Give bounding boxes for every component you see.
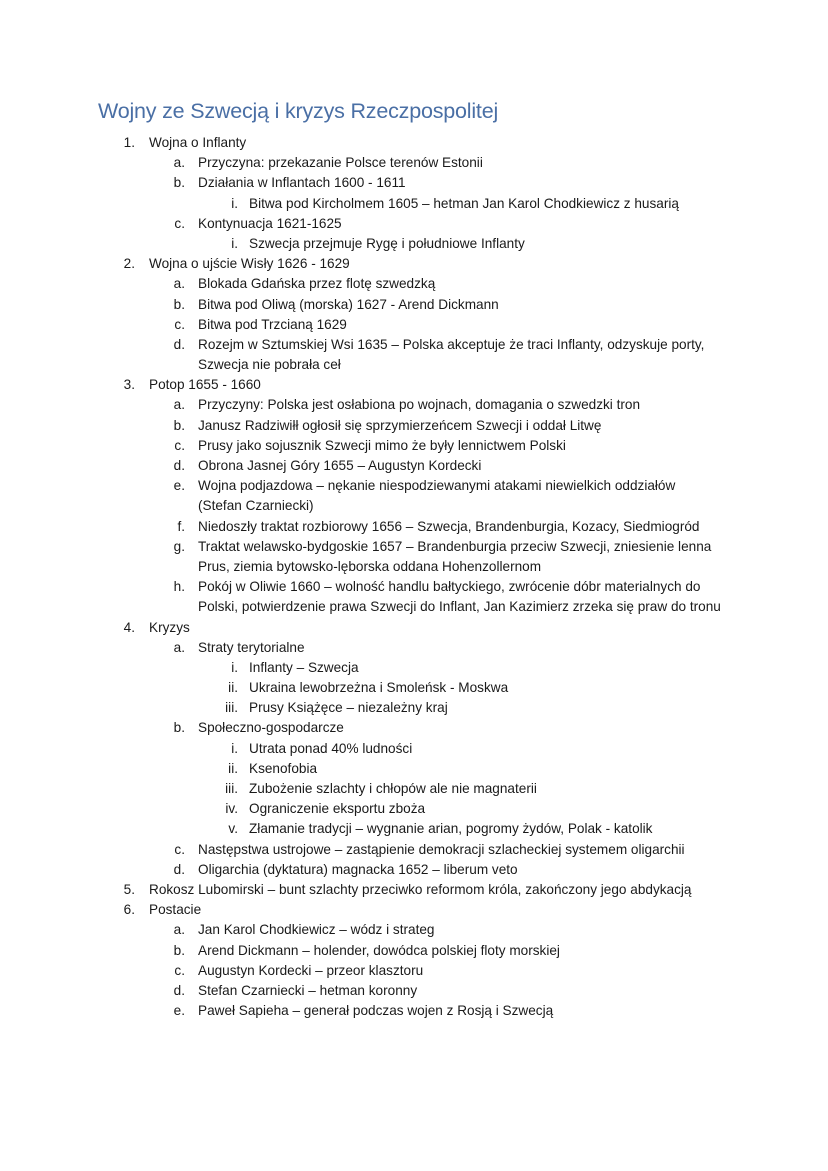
list-item-text: (Stefan Czarniecki) [198,498,314,514]
list-item-text: Społeczno-gospodarcze [198,720,344,736]
list-item-text: Augustyn Kordecki – przeor klasztoru [198,962,424,978]
outline-item-level-3 [0,819,828,839]
outline-item-level-3 [0,739,828,759]
outline-item-level-3 [0,234,828,254]
list-item-text: Bitwa pod Oliwą (morska) 1627 - Arend Dickmann [198,296,499,312]
list-marker: d. [173,336,185,352]
list-item-text: Polski, potwierdzenie prawa Szwecji do Inflant, Jan Kazimierz zrzeka się praw do tronu [198,599,721,615]
list-item-text: Działania w Inflantach 1600 - 1611 [198,175,406,191]
list-item-text: Rokosz Lubomirski – bunt szlachty przeciwko reformom króla, zakończony jego abdykacją [149,881,692,897]
list-item-text: Ksenofobia [249,760,318,776]
outline-item-level-2 [0,476,828,496]
list-item-text: Postacie [149,902,202,918]
outline-item-level-2 [0,496,828,516]
list-item-text: Niedoszły traktat rozbiorowy 1656 – Szwecja, Brandenburgia, Kozacy, Siedmiogród [198,518,700,534]
outline-item-level-1 [0,880,828,900]
list-marker: 1. [123,135,135,150]
outline-item-level-2 [0,295,828,315]
outline-item-level-2 [0,537,828,557]
list-item-text: Szwecja przejmuje Rygę i południowe Inflanty [249,235,525,251]
outline-item-level-1 [0,133,828,153]
list-marker: i. [231,740,238,756]
outline-item-level-2 [0,638,828,658]
list-marker: a. [173,922,185,938]
list-marker: 6. [123,902,135,918]
outline-item-level-1 [0,375,828,395]
list-marker: a. [173,639,185,655]
list-item-text: Arend Dickmann – holender, dowódca polskiej floty morskiej [198,942,560,958]
list-item-text: Wojna o Inflanty [149,135,247,150]
list-item-text: Straty terytorialne [198,639,305,655]
outline-item-level-1 [0,618,828,638]
list-marker: d. [173,982,185,998]
list-item-text: Pokój w Oliwie 1660 – wolność handlu bałtyckiego, zwrócenie dóbr materialnych do [198,579,701,595]
outline-item-level-2 [0,860,828,880]
list-marker: 2. [123,256,135,272]
list-marker: g. [173,538,185,554]
list-marker: e. [173,478,185,494]
list-marker: c. [174,316,185,332]
list-item-text: Ograniczenie eksportu zboża [249,801,426,817]
list-marker: d. [173,458,185,473]
outline-item-level-2 [0,436,828,456]
list-marker: c. [174,962,185,978]
list-marker: h. [173,579,185,595]
outline-item-level-2 [0,214,828,234]
list-marker: c. [174,215,185,231]
outline-item-level-2 [0,981,828,1001]
list-marker: 5. [123,881,135,897]
outline-item-level-2 [0,557,828,577]
list-marker: c. [174,841,185,857]
outline-item-level-2 [0,456,828,476]
list-marker: b. [173,942,185,958]
list-marker: a. [173,276,185,292]
list-marker: b. [173,296,185,312]
list-item-text: Szwecja nie pobrała ceł [198,357,341,373]
outline-item-level-3 [0,194,828,214]
outline-item-level-3 [0,759,828,779]
list-marker: b. [173,175,185,191]
list-marker: i. [231,195,238,211]
list-marker: iv. [225,801,238,817]
list-item-text: Złamanie tradycji – wygnanie arian, pogromy żydów, Polak - katolik [249,821,653,837]
list-item-text: Bitwa pod Trzcianą 1629 [198,316,347,332]
outline-item-level-3 [0,779,828,799]
list-marker: e. [173,1003,185,1019]
list-item-text: Utrata ponad 40% ludności [249,740,413,756]
outline-item-level-2 [0,941,828,961]
list-marker: ii. [228,680,238,696]
list-marker: iii. [225,700,238,716]
list-marker: a. [173,397,185,413]
outline-item-level-3 [0,678,828,698]
list-marker: ii. [228,760,238,776]
list-item-text: Jan Karol Chodkiewicz – wódz i strateg [198,922,435,938]
document-title: Wojny ze Szwecją i kryzys Rzeczpospolitej [98,99,499,123]
list-item-text: Rozejm w Sztumskiej Wsi 1635 – Polska akceptuje że traci Inflanty, odzyskuje porty, [198,336,705,352]
list-item-text: Janusz Radziwiłł ogłosił się sprzymierzeńcem Szwecji i oddał Litwę [198,417,602,433]
outline-item-level-2 [0,416,828,436]
list-item-text: Prusy Książęce – niezależny kraj [249,700,448,716]
outline-item-level-2 [0,718,828,738]
list-item-text: Kontynuacja 1621-1625 [198,215,342,231]
list-item-text: Ukraina lewobrzeżna i Smoleńsk - Moskwa [249,680,509,696]
outline-item-level-3 [0,658,828,678]
list-item-text: Przyczyna: przekazanie Polsce terenów Estonii [198,155,483,171]
outline-item-level-2 [0,173,828,193]
list-item-text: Stefan Czarniecki – hetman koronny [198,982,418,998]
list-item-text: Inflanty – Szwecja [249,659,359,675]
outline-item-level-3 [0,698,828,718]
list-item-text: Prus, ziemia bytowsko-lęborska oddana Hohenzollernom [198,558,542,574]
outline-item-level-1 [0,254,828,274]
list-item-text: Wojna podjazdowa – nękanie niespodziewanymi atakami niewielkich oddziałów [198,478,676,494]
list-item-text: Prusy jako sojusznik Szwecji mimo że były lennictwem Polski [198,437,566,453]
outline-item-level-2 [0,920,828,940]
outline-item-level-2 [0,1001,828,1021]
outline-list [0,133,828,1021]
list-item-text: Bitwa pod Kircholmem 1605 – hetman Jan Karol Chodkiewicz z husarią [249,195,679,211]
list-marker: iii. [225,781,238,796]
list-marker: b. [173,720,185,736]
outline-item-level-2 [0,961,828,981]
list-item-text: Oligarchia (dyktatura) magnacka 1652 – liberum veto [198,861,518,877]
list-item-text: Obrona Jasnej Góry 1655 – Augustyn Kordecki [198,458,482,473]
list-item-text: Paweł Sapieha – generał podczas wojen z Rosją i Szwecją [198,1003,554,1019]
outline-item-level-1 [0,900,828,920]
list-item-text: Blokada Gdańska przez flotę szwedzką [198,276,436,292]
list-item-text: Wojna o ujście Wisły 1626 - 1629 [149,256,350,272]
outline-item-level-2 [0,274,828,294]
outline-item-level-2 [0,335,828,355]
outline-item-level-2 [0,577,828,597]
list-item-text: Kryzys [149,619,190,635]
list-item-text: Traktat welawsko-bydgoskie 1657 – Brandenburgia przeciw Szwecji, zniesienie lenna [198,538,712,554]
list-marker: i. [231,235,238,251]
outline-item-level-2 [0,840,828,860]
list-item-text: Następstwa ustrojowe – zastąpienie demokracji szlacheckiej systemem oligarchii [198,841,685,857]
outline-item-level-2 [0,153,828,173]
outline-item-level-3 [0,799,828,819]
list-marker: 4. [123,619,135,635]
list-item-text: Przyczyny: Polska jest osłabiona po wojnach, domagania o szwedzki tron [198,397,641,413]
outline-item-level-2 [0,597,828,617]
list-marker: 3. [123,377,135,393]
list-marker: f. [177,518,185,534]
list-marker: b. [173,417,185,433]
list-marker: c. [174,437,185,453]
list-marker: d. [173,861,185,877]
list-item-text: Potop 1655 - 1660 [149,377,261,393]
outline-item-level-2 [0,517,828,537]
list-item-text: Zubożenie szlachty i chłopów ale nie magnaterii [249,781,537,796]
outline-item-level-2 [0,355,828,375]
outline-item-level-2 [0,315,828,335]
list-marker: v. [228,821,238,837]
list-marker: a. [173,155,185,171]
outline-item-level-2 [0,395,828,415]
list-marker: i. [231,659,238,675]
